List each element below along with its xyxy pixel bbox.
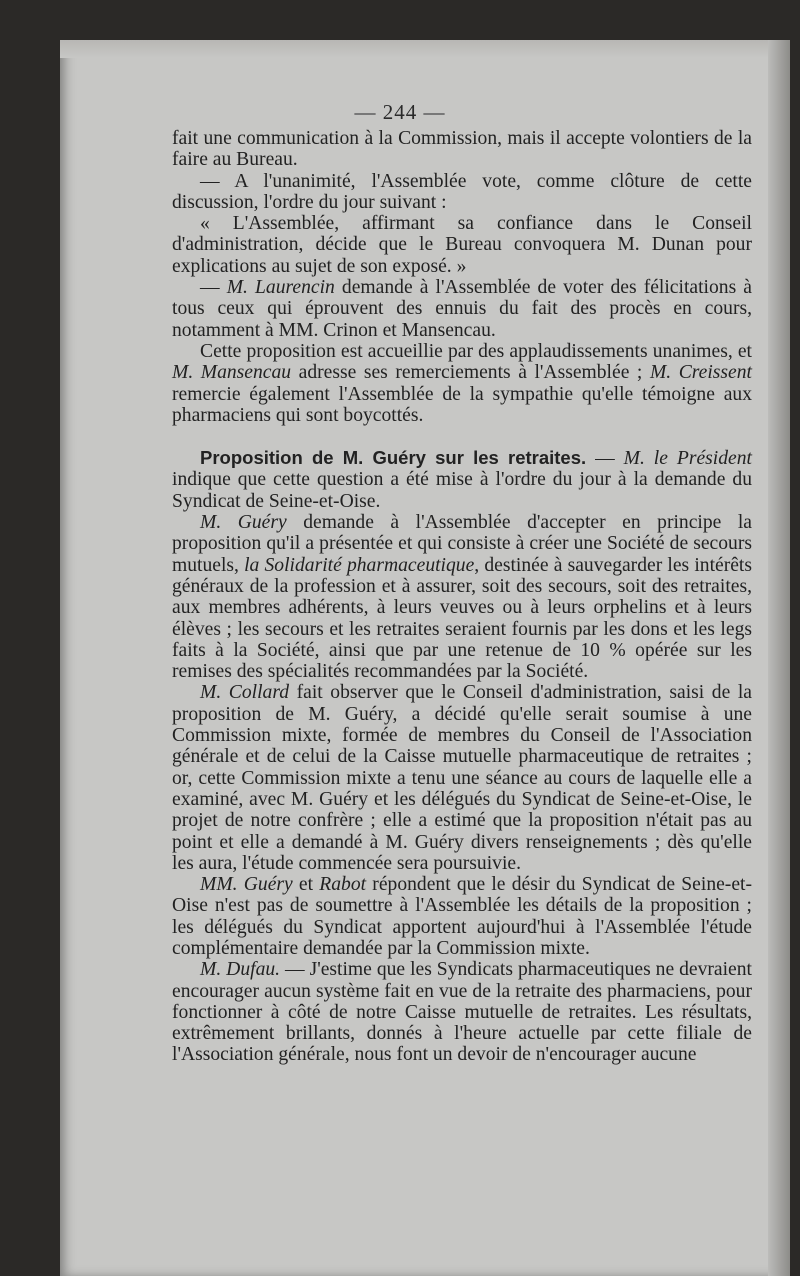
text-run: Cette proposition est accueillie par des applaudissements unanimes, et <box>200 340 752 362</box>
speaker-name: M. Mansencau <box>172 362 292 384</box>
speaker-name: M. Creissent <box>649 362 752 384</box>
page-number: — 244 — <box>354 100 446 124</box>
paragraph <box>172 213 752 277</box>
text-run: adresse ses remerciements à l'Assemblée ; <box>291 362 650 384</box>
text-run: — <box>586 448 624 470</box>
text-run: , destinée à sauvegarder les intérêts généraux de la profession et à assurer, soit des secours, soit des retraites, aux membres adhérents, à leurs veuves ou à leurs orphelins et à leurs élèves ; les secours et les retraites seraient fournis par les dons et les legs faits à la Société, ainsi que par une retenue de 10 % opérée sur les remises des spécialités recommandées par la Société. <box>172 554 752 683</box>
paragraph <box>172 171 752 214</box>
speaker-name: M. Dufau. <box>200 959 281 981</box>
speaker-name: M. Laurencin <box>226 277 335 299</box>
paragraph <box>172 682 752 874</box>
page-right-edge <box>768 40 790 1276</box>
text-run: et <box>292 874 320 896</box>
speaker-name: M. Collard <box>200 682 290 704</box>
text-run: — J'estime que les Syndicats pharmaceutiques ne devraient encourager aucun système fait en vue de la retraite des pharmaciens, pour fonctionner à côté de notre Caisse mutuelle de retraites. Les résultats, extrêmement brillants, donnés à l'heure actuelle par cette filiale de l'Association générale, nous font un devoir de n'encourager aucune <box>172 959 752 1066</box>
paragraph <box>172 341 752 426</box>
text-run: — <box>200 277 227 299</box>
paragraph <box>172 959 752 1065</box>
speaker-name: M. Guéry <box>200 512 287 534</box>
speaker-name: MM. Guéry <box>200 874 293 896</box>
paragraph <box>172 128 752 171</box>
paragraph <box>172 447 752 512</box>
paragraph <box>172 874 752 959</box>
text-run: remercie également l'Assemblée de la sympathie qu'elle témoigne aux pharmaciens qui sont boycottés. <box>172 383 752 426</box>
speaker-name: Rabot <box>319 874 367 896</box>
text-run: demande à l'Assemblée de voter des félicitations à tous ceux qui éprouvent des ennuis du fait des procès en cours, notamment à MM. Crinon et Mansencau. <box>172 277 752 341</box>
speaker-name: M. le Président <box>623 448 752 470</box>
paragraph <box>172 277 752 341</box>
text-run: fait observer que le Conseil d'administration, saisi de la proposition de M. Guéry, a décidé qu'elle serait soumise à une Commission mixte, formée de membres du Conseil de l'Association générale et de celui de la Caisse mutuelle pharmaceutique de retraites ; or, cette Commission mixte a tenu une séance au cours de laquelle elle a examiné, avec M. Guéry et les délégués du Syndicat de Seine-et-Oise, le projet de notre confrère ; elle a estimé que la proposition n'était pas au point et elle a demandé à M. Guéry divers renseignements ; dès qu'elle les aura, l'étude commencée sera poursuivie. <box>172 682 752 874</box>
speaker-name: la Solidarité pharmaceutique <box>244 554 475 576</box>
text-run: — A l'unanimité, l'Assemblée vote, comme clôture de cette discussion, l'ordre du jour suivant : <box>172 170 752 213</box>
body-text <box>172 128 752 1066</box>
paragraph <box>172 512 752 682</box>
text-run: indique que cette question a été mise à l'ordre du jour à la demande du Syndicat de Seine-et-Oise. <box>172 469 752 512</box>
text-run: répondent que le désir du Syndicat de Seine-et-Oise n'est pas de soumettre à l'Assemblée les détails de la proposition ; les délégués du Syndicat apportent aujourd'hui à l'Assemblée l'étude complémentaire demandée par la Commission mixte. <box>172 874 752 959</box>
text-run: « L'Assemblée, affirmant sa confiance dans le Conseil d'administration, décide que le Bureau convoquera M. Dunan pour explications au sujet de son exposé. » <box>172 213 752 277</box>
page-top-shadow <box>60 40 790 58</box>
text-run: fait une communication à la Commission, mais il accepte volontiers de la faire au Bureau. <box>172 128 752 171</box>
text-run: demande à l'Assemblée d'accepter en principe la proposition qu'il a présentée et qui consiste à créer une Société de secours mutuels, <box>172 512 752 576</box>
section-heading: Proposition de M. Guéry sur les retraites. <box>200 447 587 469</box>
